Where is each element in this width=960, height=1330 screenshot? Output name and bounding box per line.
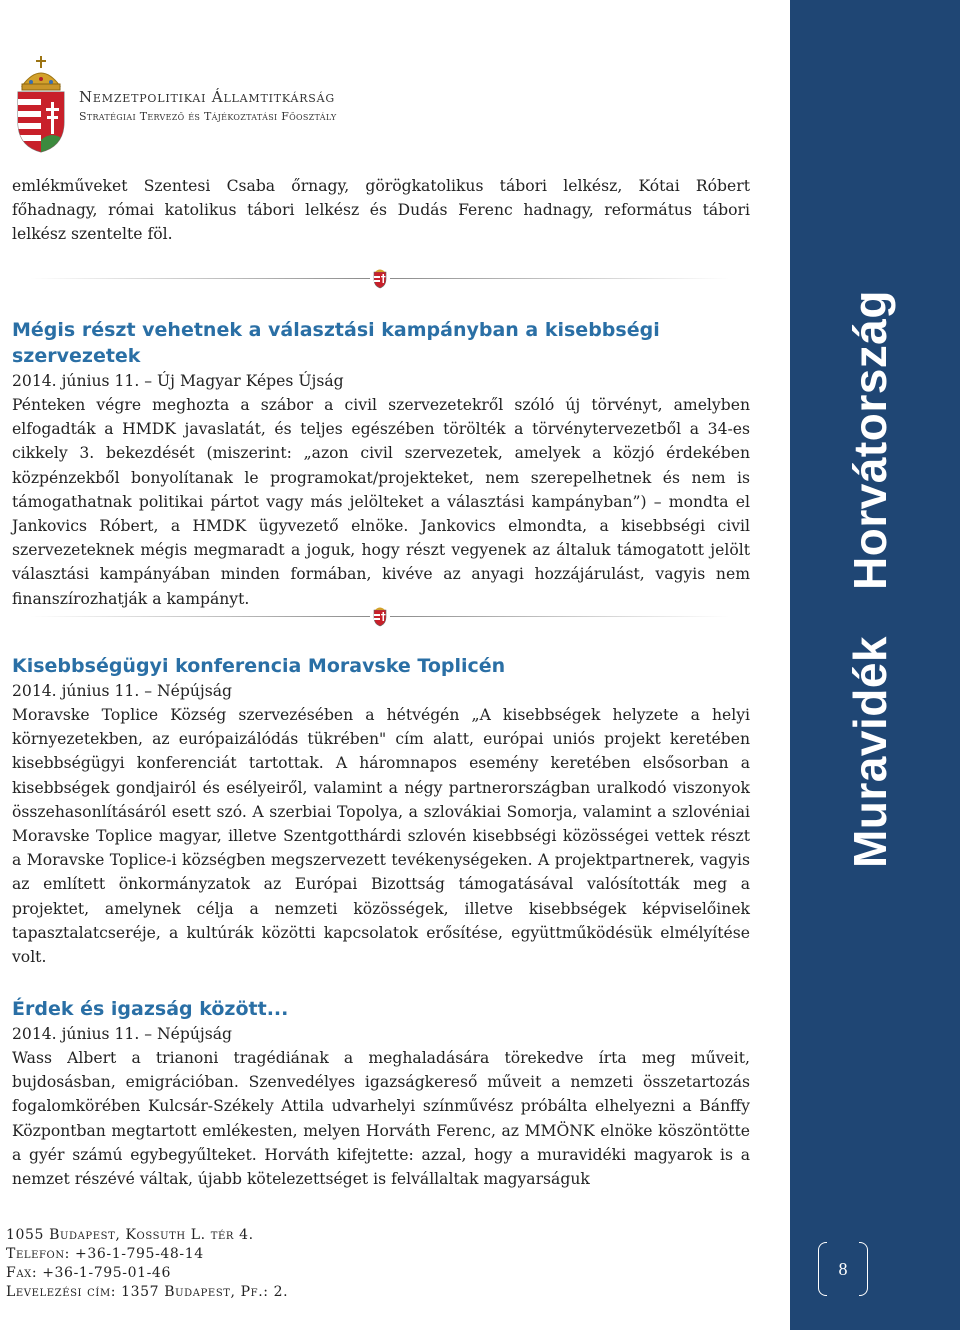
footer-phone: Telefon: +36-1-795-48-14 — [6, 1246, 204, 1262]
region-label-muravidek: Muravidék — [844, 635, 896, 869]
organization-header — [79, 88, 337, 123]
footer-postal-address: Levelezési cím: 1357 Budapest, Pf.: 2. — [6, 1284, 289, 1300]
article — [12, 653, 750, 969]
shield-ornament-icon — [372, 267, 388, 289]
article-body: Pénteken végre meghozta a szábor a civil szervezetekről szóló új törvényt, amelyben elfogadták a HMDK javaslatát, és teljes egészében törölték a törvénytervezetből a 34-es cikkely 3. bekezdését (miszerint: „azon civil szervezetek, amelyek a közjó érdekében közpénzekből bonyolítanak le programokat/projekteket, nem szerepelhetnek és nem is támogathatnak politikai pártot vagy más jelölteket a választási kampányban”) – mondta el Jankovics Róbert, a HMDK ügyvezető elnöke. Jankovics elmondta, a kisebbségi civil szervezeteknek mégis megmaradt a joguk, hogy részt vegyenek az általuk támogatott jelölt választási kampányában minden formában, kivéve az anyagi hozzájárulást, vagyis nem finanszírozhatják a kampányt. — [12, 396, 750, 608]
article-title: Érdek és igazság között... — [12, 998, 289, 1020]
footer-address: 1055 Budapest, Kossuth L. tér 4. — [6, 1227, 254, 1243]
article-meta: 2014. június 11. – Népújság — [12, 682, 233, 700]
organization-name: Nemzetpolitikai Államtitkárság — [79, 88, 335, 106]
region-label-croatia: Horvátország — [844, 290, 896, 590]
coat-of-arms-logo — [14, 52, 68, 154]
organization-department: Stratégiai Tervező és Tájékoztatási Főosztály — [79, 110, 337, 123]
shield-ornament-icon — [372, 605, 388, 627]
intro-paragraph: emlékműveket Szentesi Csaba őrnagy, görögkatolikus tábori lelkész, Kótai Róbert főhadnagy, római katolikus tábori lelkész és Dudás Ferenc hadnagy, református tábori lelkész szentelte föl. — [12, 177, 750, 244]
footer-fax: Fax: +36-1-795-01-46 — [6, 1265, 171, 1281]
contact-footer — [6, 1226, 288, 1302]
page-number — [818, 1242, 868, 1298]
article-meta: 2014. június 11. – Népújság — [12, 1025, 233, 1043]
article — [12, 996, 750, 1191]
article-title: Kisebbségügyi konferencia Moravske Toplicén — [12, 655, 506, 677]
section-divider — [30, 605, 730, 627]
article-body: Moravske Toplice Község szervezésében a hétvégén „A kisebbségek helyzete a helyi környezetekben, az európaizálódás tükrében" cím alatt, európai uniós projekt keretében kisebbségügyi konferenciát tartottak. A háromnapos esemény keretében elsősorban a kisebbségek gondjairól és esélyeiről, valamint a négy partnerországban uralkodó viszonyok összehasonlításáról esett szó. A szerbiai Topolya, a szlovákiai Somorja, valamint a szlovéniai Moravske Toplice magyar, illetve Szentgotthárdi szlovén kisebbségi közösségei vettek részt a Moravske Toplice-i községben megszervezett tevékenységeken. A projektpartnerek, vagyis az említett önkormányzatok az Európai Bizottság támogatásával valósították meg a projektet, amelynek célja a nemzeti közösségek, illetve kisebbségek képviselőinek tapasztalatcseréje, a kultúrák közötti kapcsolatok erősítése, együttműködésük elmélyítése volt. — [12, 706, 750, 967]
page-number-value: 8 — [838, 1259, 848, 1279]
article-meta: 2014. június 11. – Új Magyar Képes Újság — [12, 372, 344, 390]
section-divider — [30, 267, 730, 289]
article-title: Mégis részt vehetnek a választási kampányban a kisebbségi szervezetek — [12, 319, 660, 367]
intro-block — [12, 174, 750, 247]
article — [12, 317, 750, 611]
article-body: Wass Albert a trianoni tragédiának a meghaladására törekedve írta meg műveit, bujdosásban, emigrációban. Szenvedélyes igazságkereső műveit a nemzeti összetartozás fogalomkörében Kulcsár-Székely Attila udvarhelyi színművész próbálta elhelyezni a Bánffy Központban megtartott emlékesten, melyen Horváth Ferenc, az MMÖNK elnöke köszöntötte a gyér számú egybegyűlteket. Horváth kifejtette: azzal, hogy a muravidéki magyarok is a nemzet részévé váltak, újabb kötelezettséget is felvállaltak magyarságuk — [12, 1049, 750, 1189]
